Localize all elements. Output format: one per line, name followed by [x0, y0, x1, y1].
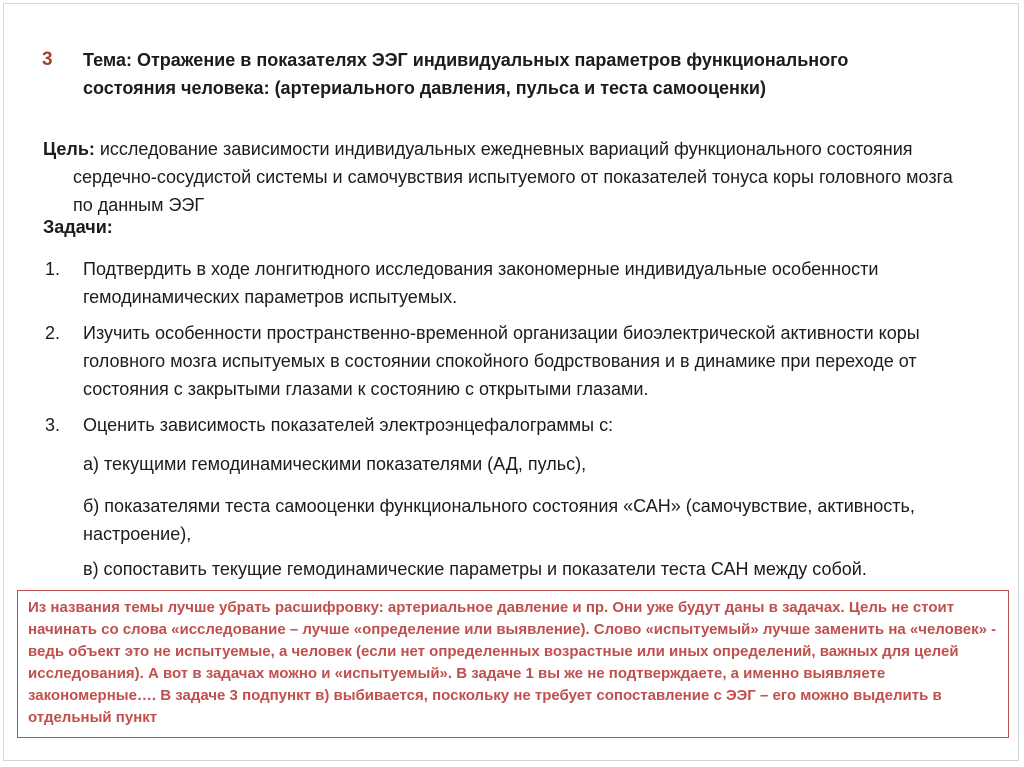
goal-text: исследование зависимости индивидуальных ежедневных вариаций функционального состояния сердечно-сосудистой системы и самочувствия испытуемого от показателей тонуса коры головного мозга по данным ЭЭГ: [73, 139, 953, 215]
comment-line: ведь объект это не испытуемые, а человек (если нет определенных возрастные или иных определений, важных для целей: [28, 643, 959, 660]
slide-title: Тема: Отражение в показателях ЭЭГ индивидуальных параметров функционального состояния человека: (артериального давления, пульса и теста самооценки): [83, 50, 849, 98]
comment-line: начинать со слова «исследование – лучше «определение или выявление). Слово «испытуемый» лучше заменить на «человек» -: [28, 621, 997, 638]
task-number: 3.: [45, 415, 61, 435]
subtask-item-a: а) текущими гемодинамическими показателями (АД, пульс),: [83, 454, 587, 474]
task-item-3: [45, 411, 981, 439]
task-item-1: [45, 255, 981, 311]
goal-paragraph: [43, 135, 957, 219]
task-number: 1.: [45, 259, 61, 279]
goal-label: Цель:: [43, 139, 95, 159]
task-number: 2.: [45, 323, 61, 343]
slide-number: 3: [42, 49, 53, 70]
comment-line: исследования). А вот в задачах можно и «испытуемый». В задаче 1 вы же не подтверждаете, а именно выявляете: [28, 665, 886, 682]
subtask-item-b: б) показателями теста самооценки функционального состояния «САН» (самочувствие, активность, настроение),: [83, 496, 915, 544]
comment-line: Из названия темы лучше убрать расшифровку: артериальное давление и пр. Они уже будут даны в задачах. Цель не стоит: [28, 599, 955, 616]
reviewer-comment-box: [17, 590, 1009, 738]
tasks-heading: Задачи:: [43, 217, 113, 237]
comment-line: отдельный пункт: [28, 709, 158, 726]
task-text: Оценить зависимость показателей электроэнцефалограммы с:: [83, 415, 614, 435]
task-text: Подтвердить в ходе лонгитюдного исследования закономерные индивидуальные особенности гемодинамических параметров испытуемых.: [83, 259, 879, 307]
task-item-2: [45, 319, 981, 403]
task-text: Изучить особенности пространственно-временной организации биоэлектрической активности коры головного мозга испытуемых в состоянии спокойного бодрствования и в динамике при переходе от состояния с закрытыми глазами к состоянию с открытыми глазами.: [83, 323, 920, 399]
comment-line: закономерные…. В задаче 3 подпункт в) выбивается, поскольку не требует сопоставление с ЭЭГ – его можно выделить в: [28, 687, 942, 704]
subtask-item-c: в) сопоставить текущие гемодинамические параметры и показатели теста САН между собой.: [83, 559, 867, 579]
